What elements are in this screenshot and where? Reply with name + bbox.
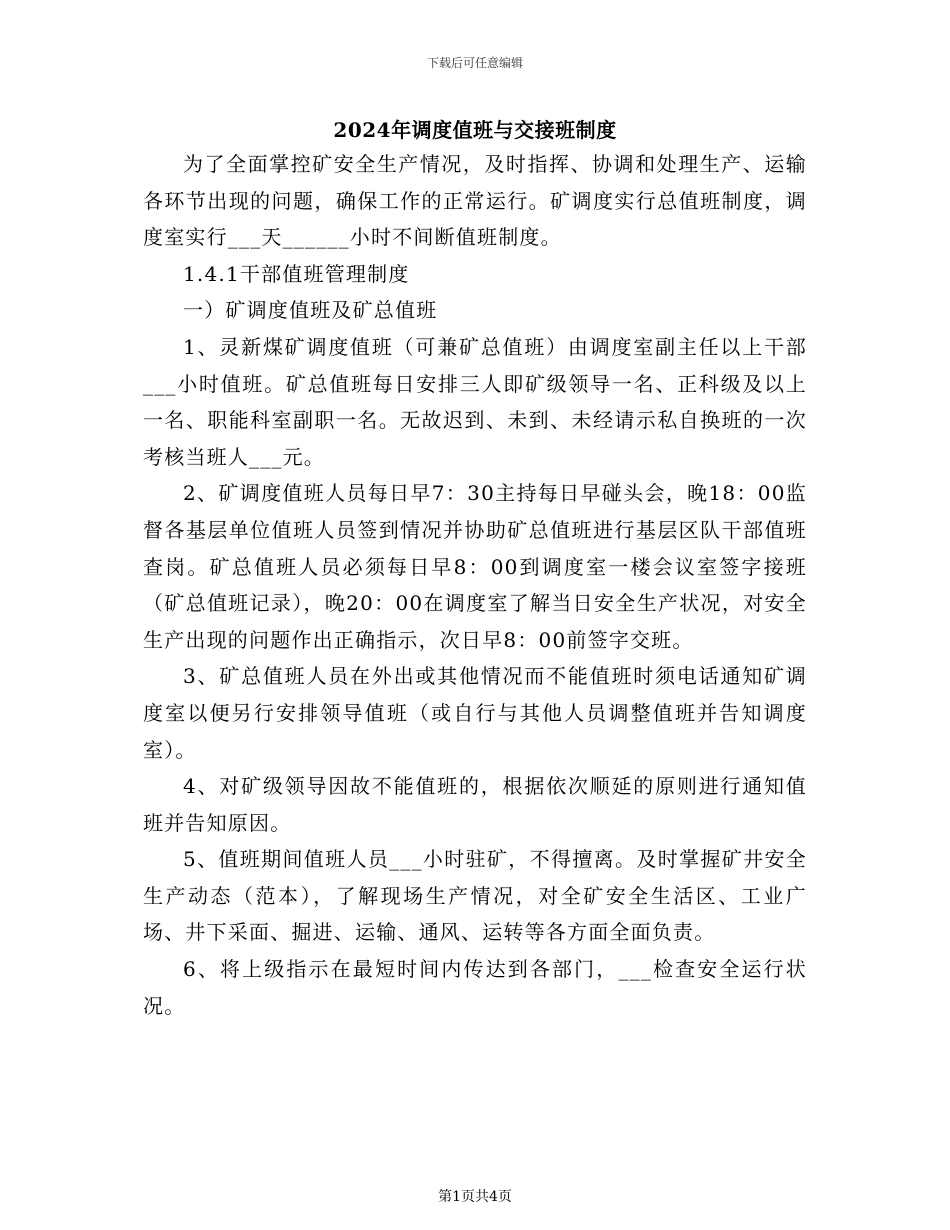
paragraph-item-2: 2、矿调度值班人员每日早7：30主持每日早碰头会，晚18：00监督各基层单位值班人员签到情况并协助矿总值班进行基层区队干部值班查岗。矿总值班人员必须每日早8：00到调度室一楼会议室签字接班（矿总值班记录），晚20：00在调度室了解当日安全生产状况，对安全生产出现的问题作出正确指示，次日早8：00前签字交班。 <box>143 481 807 652</box>
paragraph-item-6: 6、将上级指示在最短时间内传达到各部门，___检查安全运行状况。 <box>143 957 807 1018</box>
document-body <box>143 146 807 1024</box>
subsection-heading: 一）矿调度值班及矿总值班 <box>183 298 438 323</box>
header-note: 下载后可任意编辑 <box>426 56 523 70</box>
paragraph-item-3: 3、矿总值班人员在外出或其他情况而不能值班时须电话通知矿调度室以便另行安排领导值班（或自行与其他人员调整值班并告知调度室）。 <box>143 664 807 762</box>
section-heading: 1.4.1干部值班管理制度 <box>183 261 410 286</box>
page-number: 第1页共4页 <box>438 1189 512 1205</box>
paragraph-intro: 为了全面掌控矿安全生产情况，及时指挥、协调和处理生产、运输各环节出现的问题，确保工作的正常运行。矿调度实行总值班制度，调度室实行___天______小时不间断值班制度。 <box>143 152 807 250</box>
document-title: 2024年调度值班与交接班制度 <box>333 118 617 142</box>
paragraph-item-1: 1、灵新煤矿调度值班（可兼矿总值班）由调度室副主任以上干部___小时值班。矿总值班每日安排三人即矿级领导一名、正科级及以上一名、职能科室副职一名。无故迟到、未到、未经请示私自换班的一次考核当班人___元。 <box>143 334 807 469</box>
paragraph-item-5: 5、值班期间值班人员___小时驻矿，不得擅离。及时掌握矿井安全生产动态（范本），了解现场生产情况，对全矿安全生活区、工业广场、井下采面、掘进、运输、通风、运转等各方面全面负责。 <box>143 847 807 945</box>
paragraph-item-4: 4、对矿级领导因故不能值班的，根据依次顺延的原则进行通知值班并告知原因。 <box>143 774 807 835</box>
